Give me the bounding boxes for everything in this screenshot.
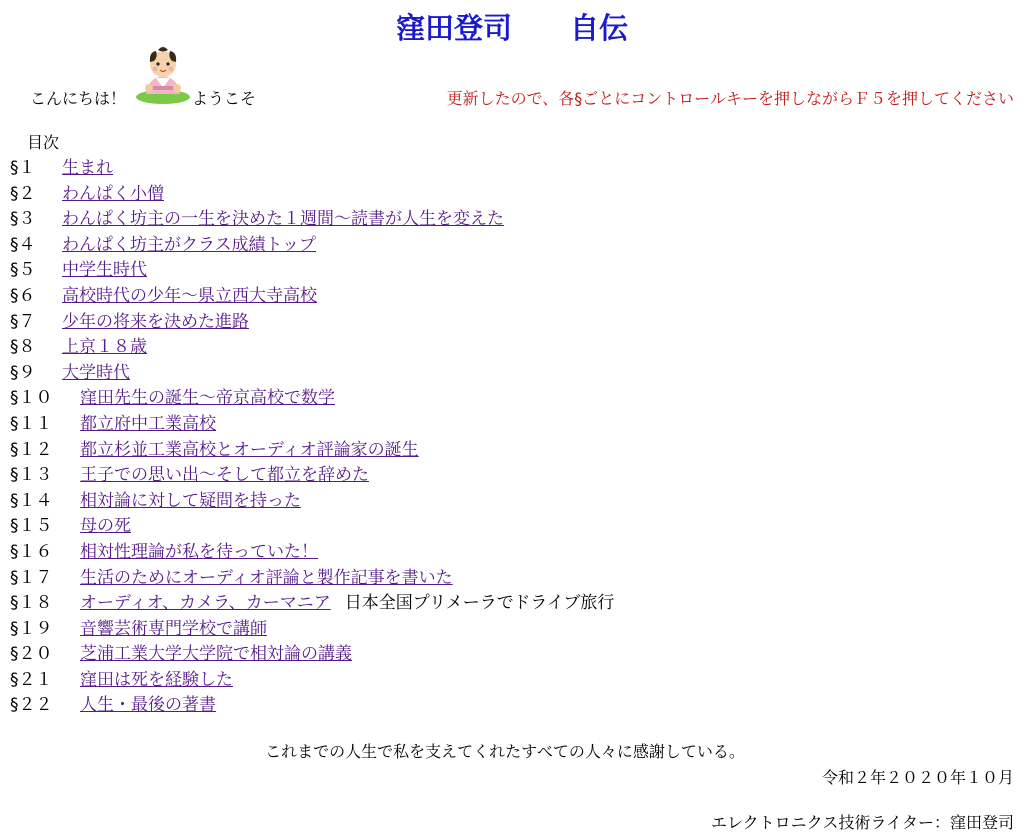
toc-item [10, 617, 614, 643]
date-text: 令和２年２０２０年１０月 [821, 768, 1014, 787]
toc-item-number: §１２ [10, 439, 53, 460]
toc-link[interactable]: 相対性理論が私を待っていた！ [80, 541, 318, 562]
toc-item [10, 182, 614, 208]
toc-link[interactable]: 窪田は死を経験した [80, 669, 233, 690]
toc-item [10, 310, 614, 336]
greeting-text: こんにちは！ [30, 89, 127, 108]
toc-link[interactable]: 人生・最後の著書 [80, 695, 216, 716]
toc-item [10, 207, 614, 233]
page-title: 窪田登司 自伝 [395, 11, 628, 45]
toc-link[interactable]: オーディオ、カメラ、カーマニア [80, 593, 331, 614]
toc-item-number: §４ [10, 234, 36, 255]
toc-item [10, 668, 614, 694]
toc-item [10, 386, 614, 412]
toc-item [10, 361, 614, 387]
update-notice: 更新したので、各§ごとにコントロールキーを押しながらＦ５を押してください [446, 89, 1014, 108]
toc-item-number: §３ [10, 209, 36, 230]
toc-item [10, 463, 614, 489]
author-signature: エレクトロニクス技術ライター：窪田登司 [710, 813, 1014, 832]
toc-item-number: §１９ [10, 618, 53, 639]
toc-heading: 目次 [27, 133, 60, 152]
toc-item-number: §９ [10, 362, 36, 383]
toc-link[interactable]: わんぱく小僧 [62, 183, 164, 204]
toc-item [10, 258, 614, 284]
toc-item-number: §１３ [10, 465, 53, 486]
toc-link[interactable]: 芝浦工業大学大学院で相対論の講義 [80, 644, 352, 665]
toc-item [10, 335, 614, 361]
toc-item-number: §２２ [10, 695, 53, 716]
toc-item-number: §１０ [10, 388, 53, 409]
toc-link[interactable]: 都立府中工業高校 [80, 413, 216, 434]
toc-item [10, 566, 614, 592]
toc-item-number: §１５ [10, 516, 53, 537]
toc-item-number: §２ [10, 183, 36, 204]
toc-item-number: §１１ [10, 413, 53, 434]
toc-item-number: §５ [10, 260, 36, 281]
toc-item-number: §２０ [10, 644, 53, 665]
toc-link[interactable]: 上京１８歳 [62, 337, 147, 358]
toc-link[interactable]: わんぱく坊主がクラス成績トップ [62, 234, 316, 255]
toc-item-number: §７ [10, 311, 36, 332]
toc-item [10, 412, 614, 438]
toc-link[interactable]: 王子での思い出～そして都立を辞めた [80, 465, 369, 486]
toc-item-number: §８ [10, 337, 36, 358]
toc-link[interactable]: 少年の将来を決めた進路 [62, 311, 249, 332]
toc-item-note: 日本全国プリメーラでドライブ旅行 [344, 593, 615, 614]
toc-item-number: §１７ [10, 567, 53, 588]
toc-item-number: §１６ [10, 541, 53, 562]
toc-item [10, 540, 614, 566]
toc-item-number: §２１ [10, 669, 53, 690]
toc-link[interactable]: 母の死 [80, 516, 131, 537]
toc-item-number: §６ [10, 285, 36, 306]
toc-item-number: §１ [10, 158, 36, 178]
toc-link[interactable]: 窪田先生の誕生～帝京高校で数学 [80, 388, 335, 409]
toc-item [10, 233, 614, 259]
toc-item [10, 156, 614, 182]
toc-link[interactable]: 都立杉並工業高校とオーディオ評論家の誕生 [80, 439, 419, 460]
thanks-message: これまでの人生で私を支えてくれたすべての人々に感謝している。 [265, 742, 745, 761]
toc-link[interactable]: 相対論に対して疑問を持った [80, 490, 301, 511]
toc-item [10, 693, 614, 719]
toc-item [10, 642, 614, 668]
toc-link[interactable]: 音響芸術専門学校で講師 [80, 618, 267, 639]
toc-link[interactable]: 高校時代の少年～県立西大寺高校 [62, 285, 317, 306]
welcome-text: ようこそ [192, 89, 257, 108]
toc-item-number: §１４ [10, 490, 53, 511]
toc-item [10, 591, 614, 617]
toc-item [10, 514, 614, 540]
toc-link[interactable]: 中学生時代 [62, 260, 147, 281]
toc-link[interactable]: 生活のためにオーディオ評論と製作記事を書いた [80, 567, 453, 588]
toc-link[interactable]: わんぱく坊主の一生を決めた１週間～読書が人生を変えた [62, 209, 504, 230]
toc-list [10, 156, 614, 719]
toc-item [10, 489, 614, 515]
toc-link[interactable]: 大学時代 [62, 362, 130, 383]
toc-item [10, 438, 614, 464]
toc-item [10, 284, 614, 310]
toc-link[interactable]: 生まれ [62, 158, 113, 178]
toc-item-number: §１８ [10, 593, 53, 614]
child-mascot-icon [134, 44, 192, 106]
